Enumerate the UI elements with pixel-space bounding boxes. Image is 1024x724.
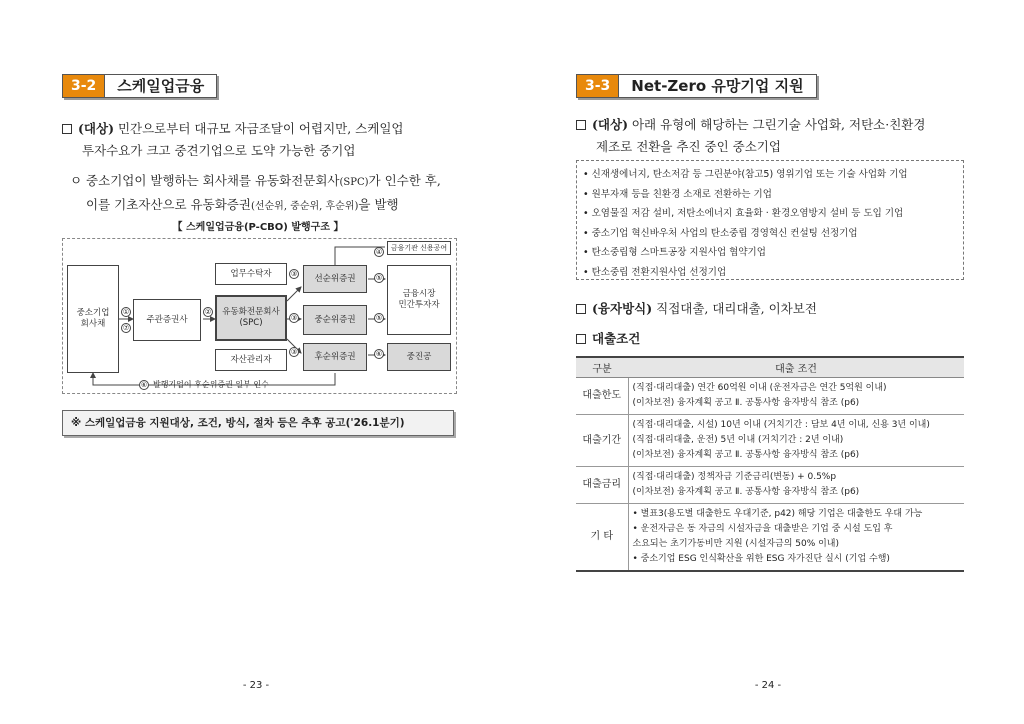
row-line: • 운전자금은 동 자금의 시설자금을 대출받은 기업 중 시설 도입 후 <box>632 523 893 534</box>
row-line: (직접·대리대출, 운전) 5년 이내 (거치기간 : 2년 이내) <box>632 434 844 445</box>
mezz-box: 중순위증권 <box>303 305 367 335</box>
square-bullet-icon <box>62 124 72 134</box>
square-bullet-icon <box>576 120 586 130</box>
row-line: (이차보전) 융자계획 공고 Ⅱ. 공통사항 융자방식 참조 (p6) <box>632 449 860 460</box>
bullet-line2a: 이를 기초자산으로 유동화증권 <box>86 197 251 212</box>
condition-title: 대출조건 <box>592 331 641 346</box>
row-value <box>628 414 964 466</box>
section-title: 스케일업금융 <box>104 75 216 97</box>
step-3c-icon: ③ <box>290 348 298 356</box>
target-paragraph <box>62 118 462 162</box>
target-line2: 제조로 전환을 추진 중인 중소기업 <box>596 139 781 154</box>
target-label: (대상) <box>592 117 628 132</box>
row-line: (이차보전) 융자계획 공고 Ⅱ. 공통사항 융자방식 참조 (p6) <box>632 397 860 408</box>
bullet-paragraph <box>70 170 462 218</box>
column-header: 구분 <box>576 357 628 377</box>
step-6-icon: ⑥ <box>375 350 383 358</box>
condition-heading <box>576 328 976 350</box>
target-label: (대상) <box>78 121 114 136</box>
kosmes-box: 중진공 <box>387 343 451 371</box>
row-line: (직접·대리대출) 정책자금 기준금리(변동) + 0.5%p <box>632 471 837 482</box>
step-1-icon: ① <box>122 308 130 316</box>
step-6b-icon: ⑥ <box>140 381 148 389</box>
step-3b-icon: ③ <box>290 314 298 322</box>
row-line: • 중소기업 ESG 인식확산을 위한 ESG 자가진단 실시 (기업 수행) <box>632 553 890 564</box>
target-item: • 오염물질 저감 설비, 저탄소에너지 효율화 · 환경오염방지 설비 등 도입 기업 <box>583 208 904 220</box>
table-row <box>576 503 964 571</box>
notice-box: ※ 스케일업금융 지원대상, 조건, 방식, 절차 등은 추후 공고('26.1분기) <box>62 410 454 436</box>
underwriter-box: 주관증권사 <box>133 299 201 341</box>
page-number-left: - 23 - <box>242 680 270 691</box>
table-row <box>576 414 964 466</box>
section-number: 3-3 <box>577 75 618 97</box>
page-number-right: - 24 - <box>754 680 782 691</box>
target-item: • 원부자재 등을 친환경 소재로 전환하는 기업 <box>583 188 772 200</box>
step-5b-icon: ⑤ <box>375 314 383 322</box>
row-key: 대출기간 <box>576 414 628 466</box>
row-line: (직접·대리대출, 시설) 10년 이내 (거치기간 : 담보 4년 이내, 신용 3년 이내) <box>632 419 930 430</box>
target-list-box <box>576 160 964 280</box>
section-title: Net-Zero 유망기업 지원 <box>618 75 815 97</box>
pcbo-diagram <box>62 238 457 394</box>
row-line: • 별표3(용도별 대출한도 우대기준, p42) 해당 기업은 대출한도 우대 가능 <box>632 508 923 519</box>
table-row <box>576 377 964 414</box>
section-header-3-2 <box>62 74 217 98</box>
credit-enhancement-box: 금융기관 신용공여 <box>387 241 451 255</box>
target-item: • 탄소중립 전환지원사업 선정기업 <box>583 266 727 278</box>
row-key: 기 타 <box>576 503 628 571</box>
row-value <box>628 503 964 571</box>
bullet-line2c: 을 발행 <box>358 197 399 212</box>
spc-box: 유동화전문회사 (SPC) <box>215 295 287 341</box>
target-item: • 신재생에너지, 탄소저감 등 그린분야(참고5) 영위기업 또는 기술 사업화 기업 <box>583 169 908 180</box>
table-row <box>576 466 964 503</box>
method-paragraph <box>576 298 976 320</box>
target-item: • 탄소중립형 스마트공장 지원사업 협약기업 <box>583 247 766 259</box>
bullet-line1c: 가 인수한 후, <box>368 173 441 188</box>
investors-box: 금융시장 민간투자자 <box>387 265 451 335</box>
diagram-title: 【 스케일업금융(P-CBO) 발행구조 】 <box>172 222 344 233</box>
trustee-box: 업무수탁자 <box>215 263 287 285</box>
row-key: 대출금리 <box>576 466 628 503</box>
square-bullet-icon <box>576 304 586 314</box>
column-header: 대출 조건 <box>628 357 964 377</box>
row-line: 소요되는 초기가동비만 지원 (시설자금의 50% 이내) <box>632 538 840 549</box>
row-line: (직접·대리대출) 연간 60억원 이내 (운전자금은 연간 5억원 이내) <box>632 382 887 393</box>
junior-box: 후순위증권 <box>303 343 367 371</box>
section-header-3-3 <box>576 74 817 98</box>
senior-box: 선순위증권 <box>303 265 367 293</box>
loan-conditions-table <box>576 356 964 572</box>
target-line2: 투자수요가 크고 중견기업으로 도약 가능한 중기업 <box>82 143 356 158</box>
bullet-line2b: (선순위, 중순위, 후순위) <box>250 201 359 212</box>
section-number: 3-2 <box>63 75 104 97</box>
asset-manager-box: 자산관리자 <box>215 349 287 371</box>
step-4-icon: ④ <box>375 248 383 256</box>
row-value <box>628 377 964 414</box>
table-header-row <box>576 357 964 377</box>
step-7-icon: ⑦ <box>122 324 130 332</box>
target-line1: 아래 유형에 해당하는 그린기술 사업화, 저탄소·친환경 <box>627 117 926 132</box>
step-2-icon: ② <box>204 308 212 316</box>
step-3a-icon: ③ <box>290 270 298 278</box>
method-text: 직접대출, 대리대출, 이차보전 <box>652 301 817 316</box>
square-bullet-icon <box>576 334 586 344</box>
method-label: (융자방식) <box>592 301 653 316</box>
bullet-line1b: (SPC) <box>339 177 369 188</box>
issuer-box: 중소기업 회사채 <box>67 265 119 373</box>
row-key: 대출한도 <box>576 377 628 414</box>
target-paragraph <box>576 114 976 158</box>
bottom-note: 발행기업이 후순위증권 일부 인수 <box>153 380 269 389</box>
row-line: (이차보전) 융자계획 공고 Ⅱ. 공통사항 융자방식 참조 (p6) <box>632 486 860 497</box>
row-value <box>628 466 964 503</box>
step-5a-icon: ⑤ <box>375 274 383 282</box>
bullet-line1a: ㅇ 중소기업이 발행하는 회사채를 유동화전문회사 <box>70 173 340 188</box>
target-item: • 중소기업 혁신바우처 사업의 탄소중립 경영혁신 컨설팅 선정기업 <box>583 227 858 239</box>
target-line1: 민간으로부터 대규모 자금조달이 어렵지만, 스케일업 <box>113 121 404 136</box>
